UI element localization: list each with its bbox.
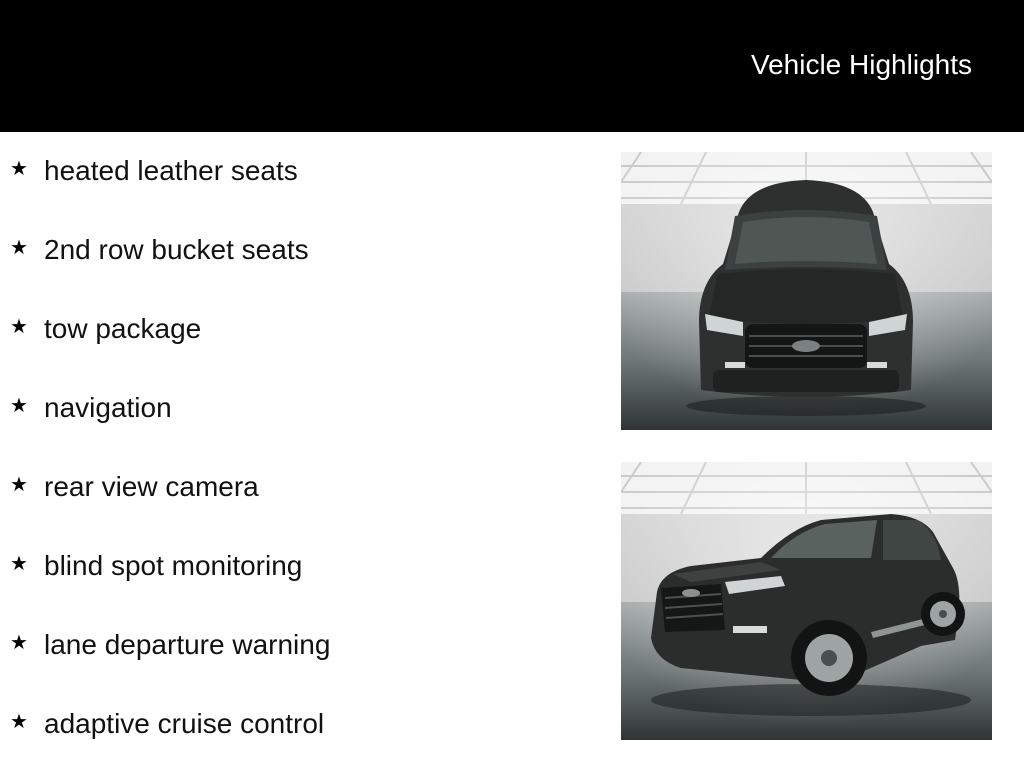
page-title: Vehicle Highlights: [750, 49, 972, 80]
list-item: [10, 469, 259, 505]
star-icon: ★: [10, 393, 28, 417]
star-icon: ★: [10, 472, 28, 496]
feature-label: tow package: [44, 313, 202, 344]
list-item: [10, 311, 201, 347]
list-item: [10, 706, 324, 742]
star-icon: ★: [10, 314, 28, 338]
list-item: [10, 390, 172, 426]
feature-label: heated leather seats: [44, 155, 298, 186]
list-item: [10, 627, 330, 663]
feature-label: adaptive cruise control: [44, 708, 325, 739]
feature-label: 2nd row bucket seats: [44, 234, 309, 265]
star-icon: ★: [10, 235, 28, 259]
star-icon: ★: [10, 630, 28, 654]
feature-list: [0, 132, 600, 768]
list-item: [10, 548, 302, 584]
feature-label: lane departure warning: [44, 629, 331, 660]
feature-label: blind spot monitoring: [44, 550, 303, 581]
vehicle-front-photo: [621, 152, 992, 430]
star-icon: ★: [10, 551, 28, 575]
list-item: [10, 153, 298, 189]
list-item: [10, 232, 309, 268]
star-icon: ★: [10, 156, 28, 180]
vehicle-side-photo: [621, 462, 992, 740]
header-bar: [0, 0, 1024, 132]
feature-label: navigation: [44, 392, 172, 423]
star-icon: ★: [10, 709, 28, 733]
feature-label: rear view camera: [44, 471, 259, 502]
